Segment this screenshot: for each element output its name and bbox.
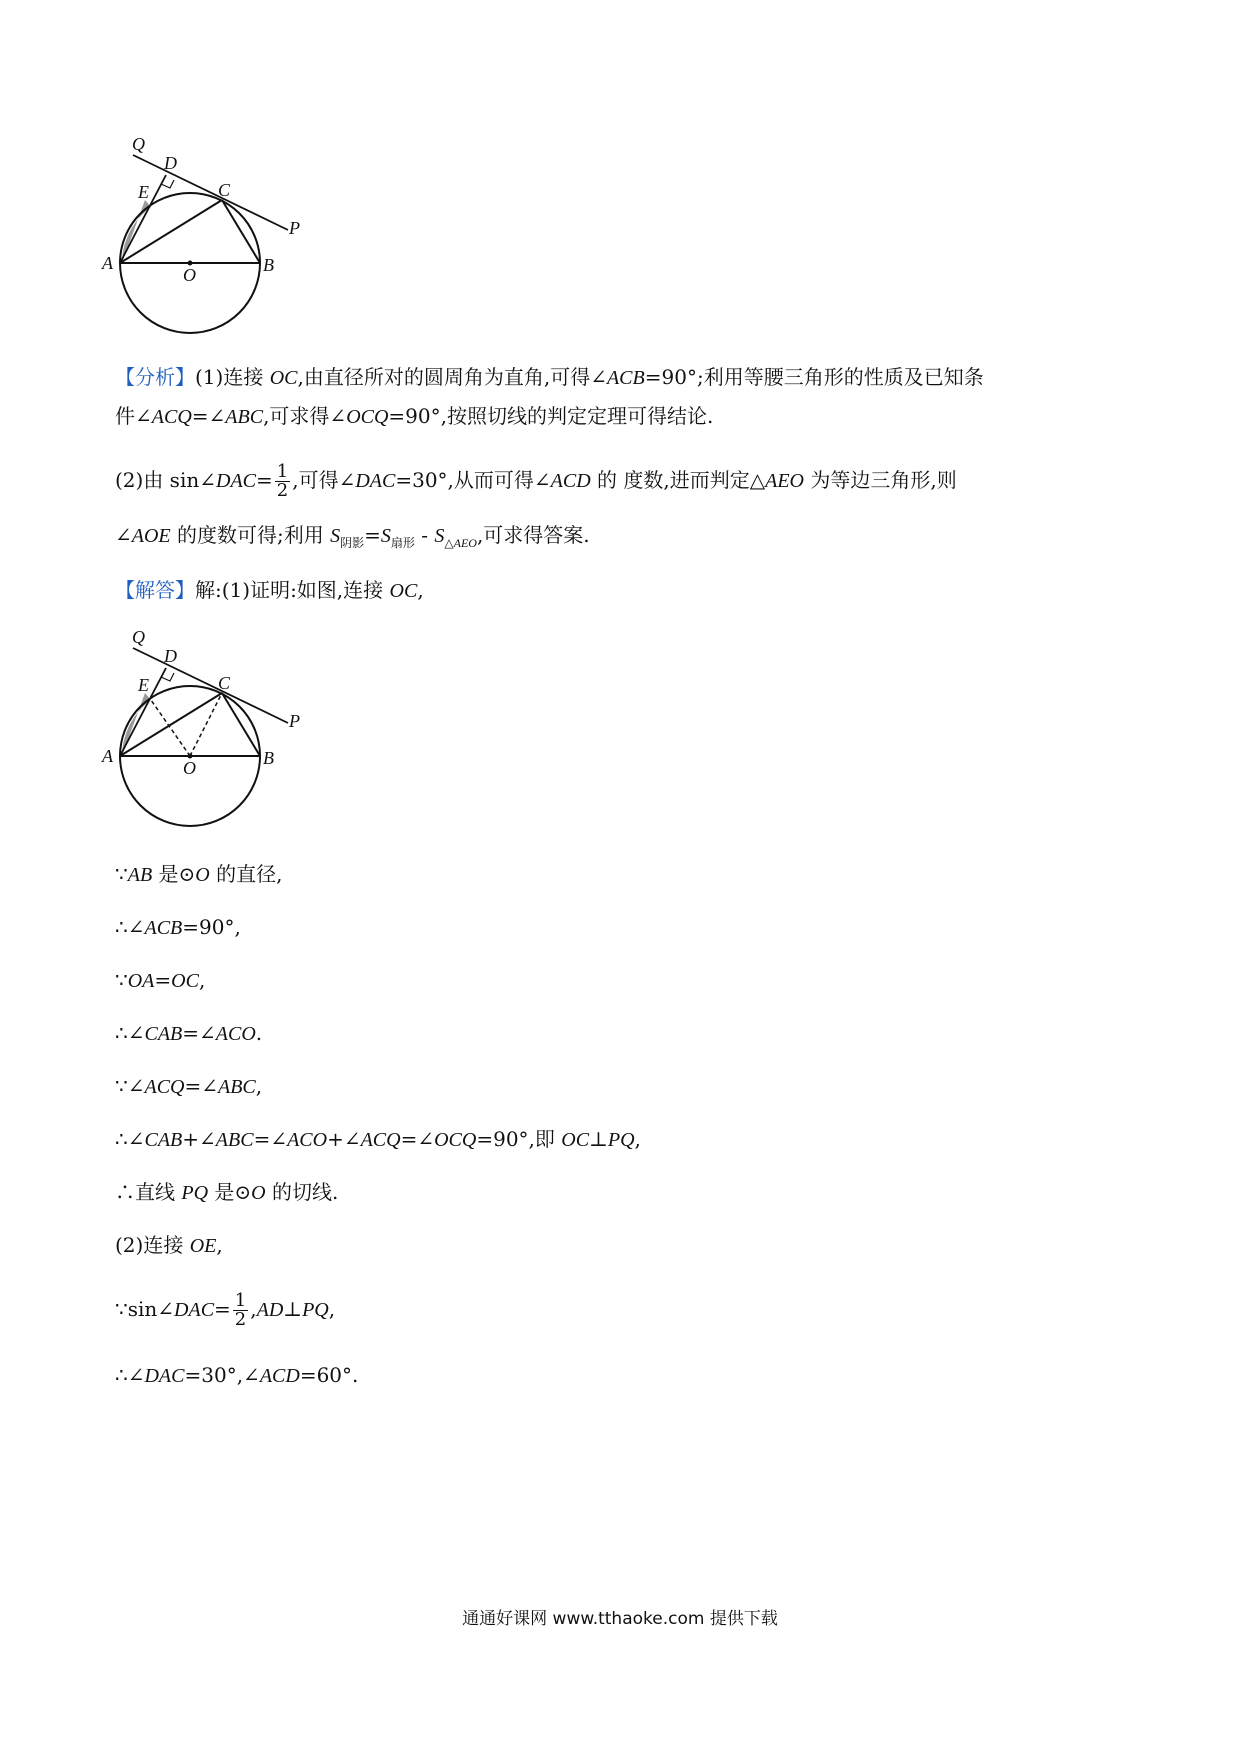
text: ∵sin∠: [115, 1297, 175, 1321]
label-b: B: [263, 255, 274, 275]
math: OE: [189, 1235, 217, 1257]
math: PQ: [302, 1299, 329, 1321]
numerator: 1: [276, 461, 289, 482]
math: ACQ: [144, 1076, 185, 1098]
text: (2)连接: [115, 1233, 190, 1257]
label-q: Q: [132, 627, 145, 647]
text: 解:(1)证明:如图,连接: [195, 578, 390, 602]
dashed-oe: [151, 700, 190, 756]
text: =90°,按照切线的判定定理可得结论.: [388, 404, 714, 428]
math: DAC: [144, 1365, 185, 1387]
text: =: [256, 468, 273, 492]
math: AOE: [131, 525, 171, 547]
label-p: P: [289, 218, 300, 238]
math: O: [251, 1182, 266, 1204]
math: S: [380, 525, 391, 547]
math: OC: [389, 580, 418, 602]
solution-tag: 【解答】: [115, 578, 195, 602]
math: PQ: [181, 1182, 209, 1204]
text: 的度数可得;利用: [170, 523, 331, 547]
solution-step-10: [115, 1361, 358, 1390]
math: OCQ: [434, 1129, 477, 1151]
text: (2)由 sin∠: [115, 468, 216, 492]
math: AD: [256, 1299, 284, 1321]
text: =∠: [253, 1127, 288, 1151]
solution-step-9: [115, 1292, 335, 1329]
segment-cb: [222, 693, 260, 756]
math: CAB: [144, 1129, 183, 1151]
math: ACQ: [151, 406, 192, 428]
math: AB: [127, 864, 153, 886]
text: ∴直线: [115, 1180, 182, 1204]
math: ABC: [225, 406, 264, 428]
text: (1)连接: [195, 365, 270, 389]
text: =∠: [400, 1127, 435, 1151]
fraction-one-half: [275, 463, 290, 500]
label-a: A: [102, 746, 113, 766]
label-c: C: [218, 673, 231, 693]
solution-step-7: [115, 1178, 338, 1207]
solution-step-8: [115, 1231, 223, 1260]
solution-step-4: [115, 1019, 262, 1048]
math: CAB: [144, 1023, 183, 1045]
text: ,: [634, 1127, 641, 1151]
text: =: [364, 523, 381, 547]
text: ⊥: [589, 1127, 608, 1151]
text: ∠: [115, 523, 132, 547]
text: 的直径,: [209, 862, 283, 886]
text: ,: [198, 968, 206, 992]
text: ,可求得∠: [263, 404, 347, 428]
solution-step-1: [115, 860, 282, 889]
math: ACB: [144, 917, 183, 939]
text: =∠: [191, 404, 226, 428]
subscript: 阴影: [340, 536, 365, 550]
math: ACQ: [360, 1129, 401, 1151]
text: =60°.: [299, 1363, 359, 1387]
analysis-tag: 【分析】: [115, 365, 195, 389]
math: DAC: [355, 470, 396, 492]
text: 是⊙: [208, 1180, 252, 1204]
text: .: [255, 1021, 263, 1045]
text: ,可得∠: [292, 468, 356, 492]
text: ∴∠: [115, 915, 145, 939]
text: 件∠: [115, 404, 152, 428]
numerator: 1: [234, 1290, 247, 1311]
solution-intro: [115, 576, 424, 605]
math: ABC: [215, 1129, 254, 1151]
subscript: 扇形: [390, 536, 415, 550]
label-q: Q: [132, 134, 145, 154]
label-p: P: [289, 711, 300, 731]
segment-ac: [120, 200, 222, 263]
text: ∵: [115, 968, 128, 992]
page-footer: 通通好课网 www.tthaoke.com 提供下载: [462, 1609, 778, 1629]
segment-cb: [222, 200, 260, 263]
text: 为等边三角形,则: [804, 468, 957, 492]
analysis-line-4: [115, 521, 590, 552]
text: ,: [216, 1233, 223, 1257]
math: ACO: [287, 1129, 328, 1151]
text: ∵∠: [115, 1074, 145, 1098]
math: DAC: [216, 470, 256, 492]
text: =90°,即: [476, 1127, 562, 1151]
text: =: [154, 968, 172, 992]
denominator: 2: [234, 1309, 247, 1330]
subscript: △AEO: [444, 536, 477, 550]
math: S: [330, 525, 341, 547]
math: DAC: [174, 1299, 215, 1321]
solution-step-2: [115, 913, 241, 942]
label-b: B: [263, 748, 274, 768]
text: =∠: [184, 1074, 218, 1098]
text: +∠: [182, 1127, 216, 1151]
math: ACB: [606, 367, 645, 389]
text: ⊥: [283, 1297, 303, 1321]
text: =: [214, 1297, 231, 1321]
figure-2-circle-tangent-auxiliary: [100, 627, 340, 873]
text: ,: [255, 1074, 263, 1098]
label-c: C: [218, 180, 231, 200]
text: ,由直径所对的圆周角为直角,可得∠: [297, 365, 607, 389]
fraction-one-half: [233, 1292, 248, 1329]
label-e: E: [138, 182, 149, 202]
text: ,: [328, 1297, 336, 1321]
label-a: A: [102, 253, 113, 273]
text: =90°;利用等腰三角形的性质及已知条: [644, 365, 984, 389]
math: OC: [269, 367, 298, 389]
text: +∠: [327, 1127, 361, 1151]
label-d: D: [164, 646, 177, 666]
text: ,可求得答案.: [476, 523, 590, 547]
math: OC: [561, 1129, 590, 1151]
text: ∴∠: [115, 1127, 145, 1151]
text: ,: [417, 578, 424, 602]
label-o: O: [183, 758, 196, 778]
math: OC: [171, 970, 199, 992]
text: =30°,从而可得∠: [395, 468, 551, 492]
math: OCQ: [346, 406, 389, 428]
math: ACD: [259, 1365, 300, 1387]
analysis-line-2: [115, 402, 713, 431]
text: ∴∠: [115, 1021, 145, 1045]
text: =∠: [182, 1021, 216, 1045]
solution-step-5: [115, 1072, 262, 1101]
text: 是⊙: [152, 862, 196, 886]
text: ,: [250, 1297, 257, 1321]
figure-1-circle-tangent: [100, 134, 340, 380]
denominator: 2: [276, 480, 289, 501]
text: ∴∠: [115, 1363, 145, 1387]
solution-step-6: [115, 1125, 641, 1154]
text: -: [414, 523, 435, 547]
label-e: E: [138, 675, 149, 695]
text: 的 度数,进而判定△: [590, 468, 766, 492]
label-d: D: [164, 153, 177, 173]
math: ACO: [215, 1023, 256, 1045]
math: ACD: [550, 470, 591, 492]
math: AEO: [765, 470, 805, 492]
text: ∵: [115, 862, 128, 886]
analysis-line-1: [115, 363, 984, 392]
text: =30°,∠: [184, 1363, 260, 1387]
math: OA: [127, 970, 155, 992]
math: O: [195, 864, 210, 886]
text: =90°,: [182, 915, 241, 939]
text: 的切线.: [265, 1180, 339, 1204]
math: ABC: [218, 1076, 256, 1098]
label-o: O: [183, 265, 196, 285]
math: S: [434, 525, 445, 547]
solution-step-3: [115, 966, 205, 995]
math: PQ: [607, 1129, 635, 1151]
analysis-line-3: [115, 463, 957, 500]
